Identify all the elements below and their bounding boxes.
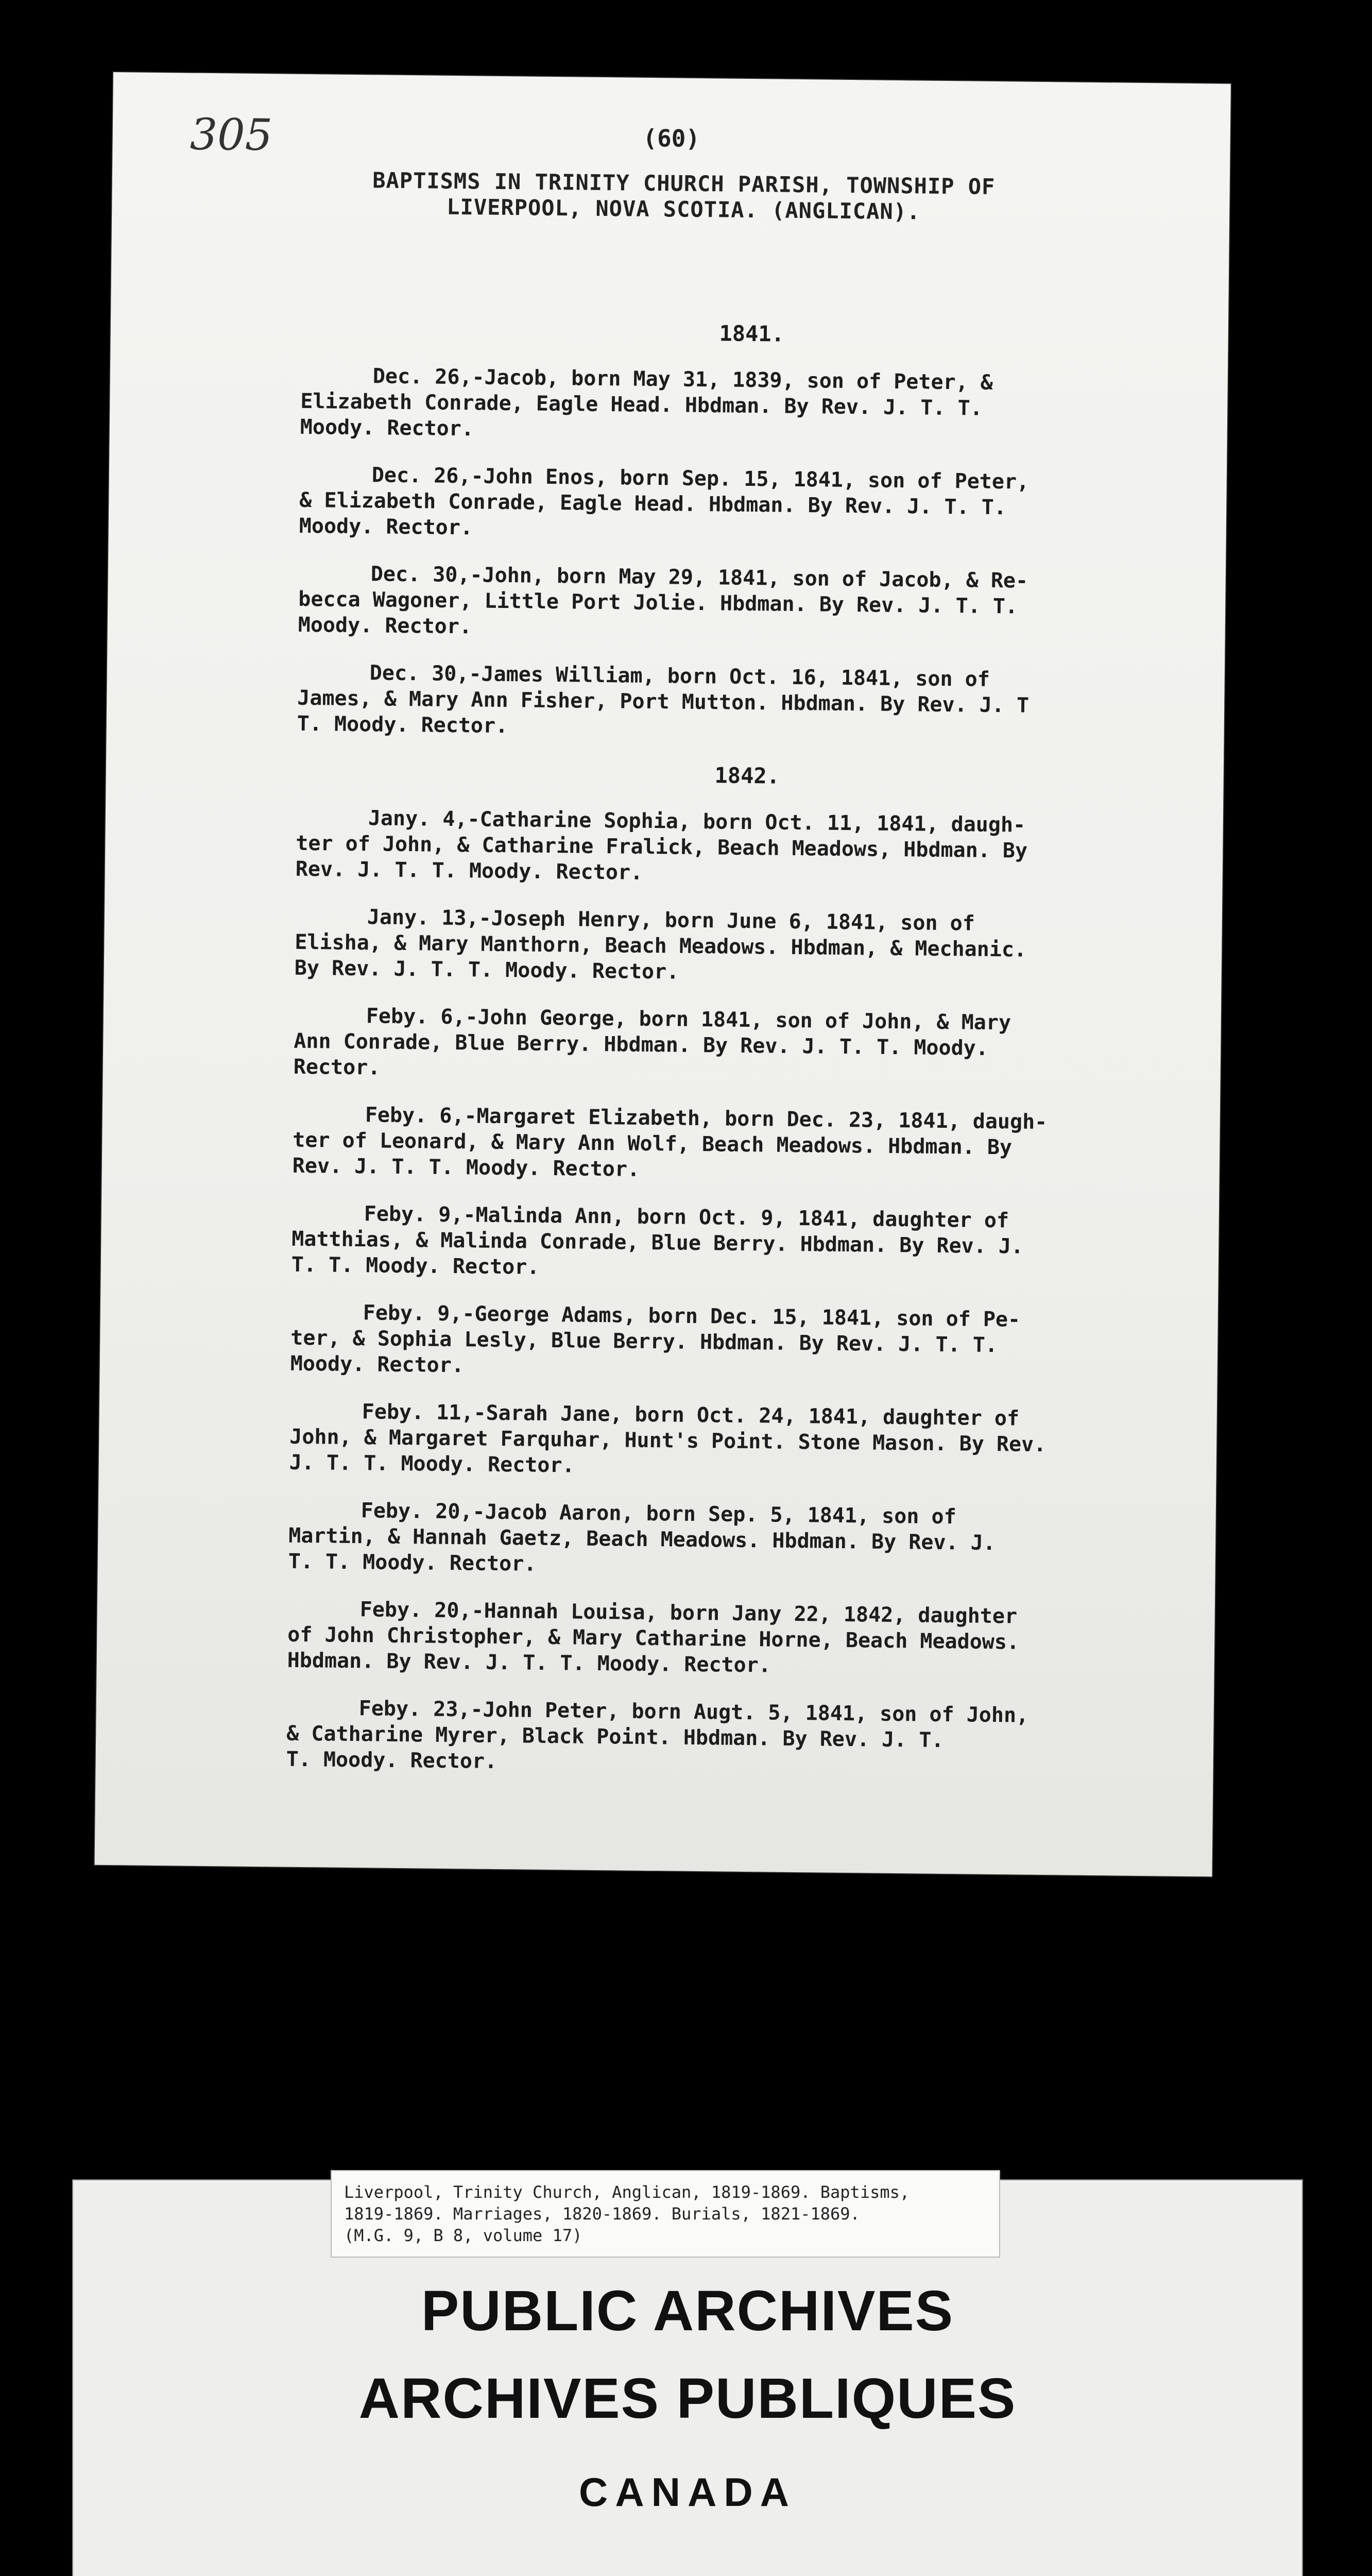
entry-line: Jany. 13,-Joseph Henry, born June 6, 1841, son of	[367, 905, 975, 936]
entry-line: By Rev. J. T. T. Moody. Rector.	[294, 956, 679, 984]
entry-line: Feby. 23,-John Peter, born Augt. 5, 1841, son of John,	[358, 1697, 1029, 1727]
year-heading: 1842.	[714, 762, 780, 789]
section-1842	[286, 758, 1198, 1782]
title-line-2: LIVERPOOL, NOVA SCOTIA. (ANGLICAN).	[447, 194, 921, 225]
archive-name-french: ARCHIVES PUBLIQUES	[358, 2367, 1017, 2430]
entry-line: T. Moody. Rector.	[286, 1747, 498, 1773]
entry-line: J. T. T. Moody. Rector.	[289, 1450, 575, 1478]
baptism-entry	[290, 1299, 1192, 1386]
baptism-entry	[296, 805, 1197, 891]
entry-line: Matthias, & Malinda Conrade, Blue Berry. Hbdman. By Rev. J.	[291, 1227, 1024, 1259]
year-heading: 1841.	[719, 320, 785, 347]
entry-line: James, & Mary Ann Fisher, Port Mutton. Hbdman. By Rev. J. T	[297, 686, 1030, 718]
entry-line: becca Wagoner, Little Port Jolie. Hbdman. By Rev. J. T. T.	[298, 587, 1018, 619]
entry-line: Feby. 20,-Hannah Louisa, born Jany 22, 1842, daughter	[359, 1598, 1018, 1629]
baptism-entry	[287, 1596, 1189, 1683]
entry-line: Rev. J. T. T. Moody. Rector.	[292, 1154, 640, 1181]
baptism-entry	[286, 1695, 1188, 1782]
entry-line: Moody. Rector.	[300, 415, 474, 441]
archive-country: CANADA	[579, 2469, 796, 2515]
entry-line: & Catharine Myrer, Black Point. Hbdman. By Rev. J. T.	[286, 1721, 944, 1753]
entry-line: Dec. 26,-John Enos, born Sep. 15, 1841, son of Peter,	[371, 463, 1030, 494]
entry-line: ter of Leonard, & Mary Ann Wolf, Beach Meadows. Hbdman. By	[293, 1128, 1013, 1160]
entry-line: Moody. Rector.	[290, 1351, 465, 1378]
entry-line: Elizabeth Conrade, Eagle Head. Hbdman. By Rev. J. T. T.	[300, 389, 983, 420]
document-page	[95, 72, 1231, 1877]
baptism-entry	[288, 1497, 1190, 1584]
collection-reference-slip	[331, 2170, 1000, 2258]
entry-line: Feby. 20,-Jacob Aaron, born Sep. 5, 1841, son of	[361, 1499, 956, 1529]
baptism-entry	[291, 1200, 1193, 1287]
baptism-entry	[295, 904, 1196, 990]
entry-line: Moody. Rector.	[298, 613, 472, 639]
slip-line: Liverpool, Trinity Church, Anglican, 1819-1869. Baptisms,	[344, 2182, 910, 2202]
entry-line: ter, & Sophia Lesly, Blue Berry. Hbdman. By Rev. J. T. T.	[290, 1326, 998, 1358]
page-number: (60)	[643, 124, 700, 152]
baptism-entry	[299, 462, 1201, 548]
entry-line: T. Moody. Rector.	[297, 711, 508, 738]
entry-line: of John Christopher, & Mary Catharine Horne, Beach Meadows.	[287, 1622, 1020, 1654]
page-title	[246, 166, 1122, 227]
entry-line: ter of John, & Catharine Fralick, Beach Meadows, Hbdman. By	[296, 831, 1028, 863]
baptism-entries	[286, 301, 1203, 1803]
archive-target-card	[72, 2179, 1303, 2576]
baptism-entry	[289, 1398, 1191, 1485]
folio-number: 305	[190, 109, 273, 161]
entry-line: T. T. Moody. Rector.	[291, 1252, 540, 1279]
entry-line: Hbdman. By Rev. J. T. T. Moody. Rector.	[287, 1648, 771, 1677]
title-line-1: BAPTISMS IN TRINITY CHURCH PARISH, TOWNSHIP OF	[372, 167, 996, 199]
section-1841	[297, 316, 1203, 746]
baptism-entry	[297, 659, 1199, 746]
entry-line: Rev. J. T. T. Moody. Rector.	[295, 857, 643, 885]
entry-line: Dec. 26,-Jacob, born May 31, 1839, son of Peter, &	[372, 364, 993, 395]
baptism-entry	[293, 1101, 1194, 1188]
entry-line: & Elizabeth Conrade, Eagle Head. Hbdman. By Rev. J. T. T.	[299, 488, 1007, 520]
baptism-entry	[300, 363, 1202, 449]
entry-line: Rector.	[293, 1055, 381, 1080]
entry-line: Jany. 4,-Catharine Sophia, born Oct. 11, 1841, daugh-	[368, 806, 1026, 837]
entry-line: Feby. 11,-Sarah Jane, born Oct. 24, 1841, daughter of	[362, 1400, 1020, 1431]
entry-line: Moody. Rector.	[299, 514, 473, 540]
entry-line: Martin, & Hannah Gaetz, Beach Meadows. Hbdman. By Rev. J.	[288, 1523, 996, 1555]
entry-line: Ann Conrade, Blue Berry. Hbdman. By Rev. J. T. T. Moody.	[294, 1029, 989, 1060]
entry-line: Feby. 9,-George Adams, born Dec. 15, 1841, son of Pe-	[363, 1301, 1021, 1332]
entry-line: Feby. 9,-Malinda Ann, born Oct. 9, 1841, daughter of	[364, 1202, 1009, 1233]
entry-line: Feby. 6,-Margaret Elizabeth, born Dec. 23, 1841, daugh-	[365, 1103, 1048, 1134]
entry-line: T. T. Moody. Rector.	[288, 1549, 537, 1576]
baptism-entry	[298, 561, 1200, 647]
slip-line: (M.G. 9, B 8, volume 17)	[344, 2226, 582, 2245]
baptism-entry	[294, 1003, 1195, 1089]
entry-line: John, & Margaret Farquhar, Hunt's Point. Stone Mason. By Rev.	[289, 1425, 1047, 1457]
entry-line: Feby. 6,-John George, born 1841, son of John, & Mary	[366, 1004, 1011, 1035]
slip-line: 1819-1869. Marriages, 1820-1869. Burials, 1821-1869.	[344, 2204, 860, 2224]
archive-name-english: PUBLIC ARCHIVES	[421, 2279, 954, 2343]
entry-line: Dec. 30,-James William, born Oct. 16, 1841, son of	[369, 661, 990, 691]
entry-line: Elisha, & Mary Manthorn, Beach Meadows. Hbdman, & Mechanic.	[295, 930, 1027, 962]
entry-line: Dec. 30,-John, born May 29, 1841, son of Jacob, & Re-	[370, 562, 1028, 593]
